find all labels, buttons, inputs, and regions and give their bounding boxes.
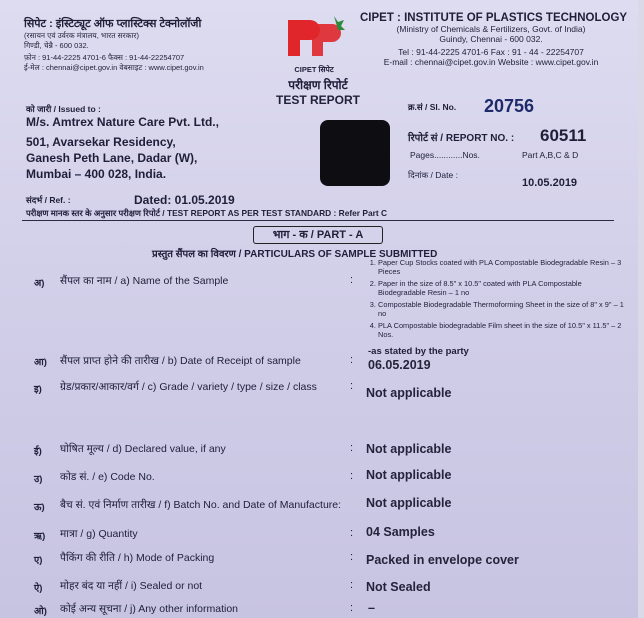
header-right-phone: Tel : 91-44-2225 4701-6 Fax : 91 - 44 - 22254707 bbox=[398, 47, 584, 57]
row-value: Packed in envelope cover bbox=[366, 553, 519, 567]
row-label: बैच सं. एवं निर्माण तारीख / f) Batch No. and Date of Manufacture: bbox=[60, 499, 342, 511]
pages-value: Part A,B,C & D bbox=[522, 150, 579, 160]
header-right-ministry: (Ministry of Chemicals & Fertilizers, Govt. of India) bbox=[396, 24, 586, 34]
part-a-label: भाग - क / PART - A bbox=[253, 226, 383, 244]
header-left-ministry: (रसायन एवं उर्वरक मंत्रालय, भारत सरकार) bbox=[24, 31, 139, 40]
logo-caption: CIPET सिपेट bbox=[294, 65, 334, 74]
list-item: 4. PLA Compostable biodegradable Film sheet in the size of 10.5" x 11.5" – 2 Nos. bbox=[378, 321, 628, 339]
row-colon: : bbox=[350, 579, 354, 591]
row-colon: : bbox=[350, 442, 354, 454]
row-value: 06.05.2019 bbox=[368, 358, 431, 372]
issued-company: M/s. Amtrex Nature Care Pvt. Ltd., bbox=[26, 115, 219, 129]
date-value: 10.05.2019 bbox=[522, 177, 578, 189]
report-heading bbox=[272, 76, 364, 107]
row-colon: : bbox=[350, 470, 354, 482]
issued-address-line1: 501, Avarsekar Residency, bbox=[26, 135, 176, 149]
row-value: – bbox=[368, 601, 375, 615]
report-number-label: रिपोर्ट सं / REPORT NO. : bbox=[408, 133, 515, 144]
row-label: घोषित मूल्य / d) Declared value, if any bbox=[60, 443, 226, 455]
header-left-city: गिण्डी, चेन्नै - 600 032. bbox=[24, 41, 89, 50]
row-index: ऋ) bbox=[34, 531, 46, 542]
redacted-stamp bbox=[320, 120, 390, 186]
row-label: कोई अन्य सूचना / j) Any other information bbox=[60, 603, 239, 615]
row-index: ऊ) bbox=[34, 502, 45, 513]
header-right-email: E-mail : chennai@cipet.gov.in Website : www.cipet.gov.in bbox=[383, 57, 599, 67]
row-colon: : bbox=[350, 274, 354, 286]
test-standard-line: परीक्षण मानक स्तर के अनुसार परीक्षण रिपोर्ट / TEST REPORT AS PER TEST STANDARD : Refer Part C bbox=[26, 208, 388, 218]
row-colon: : bbox=[350, 602, 354, 614]
list-item: 3. Compostable Biodegradable Thermoforming Sheet in the size of 8" x 9" – 1 no bbox=[378, 300, 628, 318]
issued-to-block bbox=[26, 104, 219, 181]
serial-number: 20756 bbox=[484, 96, 535, 116]
row-label: कोड सं. / e) Code No. bbox=[60, 471, 155, 483]
row-colon: : bbox=[350, 551, 354, 563]
header-right bbox=[360, 12, 628, 67]
header-left-title: सिपेट : इंस्टिट्यूट ऑफ प्लास्टिक्स टेक्नोलॉजी bbox=[24, 18, 202, 30]
row-index: ओ) bbox=[34, 606, 47, 617]
row-index: ई) bbox=[34, 446, 42, 457]
row-value: Not applicable bbox=[366, 496, 452, 510]
divider bbox=[22, 220, 614, 221]
issued-address-line3: Mumbai – 400 028, India. bbox=[26, 167, 167, 181]
row-label: सैंपल प्राप्त होने की तारीख / b) Date of Receipt of sample bbox=[60, 355, 301, 367]
list-item: 1. Paper Cup Stocks coated with PLA Compostable Biodegradable Resin – 3 Pieces bbox=[378, 258, 628, 276]
pages-label: Pages............Nos. bbox=[410, 150, 480, 160]
receipt-note: -as stated by the party bbox=[368, 346, 469, 357]
row-value: Not applicable bbox=[366, 468, 452, 482]
ref-dated: Dated: 01.05.2019 bbox=[134, 193, 235, 207]
report-heading-english: TEST REPORT bbox=[275, 93, 360, 107]
serial-label: क्र.सं / Sl. No. bbox=[408, 102, 457, 112]
row-colon: : bbox=[350, 380, 354, 392]
header-right-title: CIPET : INSTITUTE OF PLASTICS TECHNOLOGY bbox=[360, 12, 628, 24]
row-label: सैंपल का नाम / a) Name of the Sample bbox=[60, 275, 229, 287]
ref-label: संदर्भ / Ref. : bbox=[26, 195, 71, 205]
list-item: 2. Paper in the size of 8.5" x 10.5" coated with PLA Compostable Biodegradable Resin – 1 no bbox=[378, 279, 628, 297]
report-number: 60511 bbox=[540, 126, 587, 145]
header-right-city: Guindy, Chennai - 600 032. bbox=[439, 34, 543, 44]
header-left bbox=[24, 16, 274, 73]
row-index: इ) bbox=[34, 384, 42, 395]
row-index: आ) bbox=[34, 357, 47, 368]
issued-address-line2: Ganesh Peth Lane, Dadar (W), bbox=[26, 151, 198, 165]
row-value: Not applicable bbox=[366, 442, 452, 456]
row-index: ऐ) bbox=[34, 583, 43, 594]
row-label: पैकिंग की रीति / h) Mode of Packing bbox=[60, 552, 215, 564]
row-value: 04 Samples bbox=[366, 525, 435, 539]
row-index: अ) bbox=[34, 278, 45, 289]
row-colon: : bbox=[350, 527, 354, 539]
cipet-logo bbox=[282, 14, 346, 76]
header-left-phone: फ़ोन : 91-44-2225 4701-6 फैक्स : 91-44-22254707 bbox=[24, 53, 185, 62]
sample-list bbox=[360, 258, 628, 342]
header-left-email: ई-मेल : chennai@cipet.gov.in वेबसाइट : www.cipet.gov.in bbox=[24, 63, 204, 72]
row-index: ए) bbox=[34, 555, 43, 566]
row-label: ग्रेड/प्रकार/आकार/वर्ग / c) Grade / variety / type / size / class bbox=[60, 381, 317, 393]
row-value: Not Sealed bbox=[366, 580, 431, 594]
row-index: उ) bbox=[34, 474, 43, 485]
row-colon: : bbox=[350, 354, 354, 366]
cipet-logo-icon bbox=[282, 14, 346, 60]
row-label: मात्रा / g) Quantity bbox=[60, 528, 138, 540]
date-label: दिनांक / Date : bbox=[408, 170, 458, 180]
row-label: मोहर बंद या नहीं / i) Sealed or not bbox=[60, 580, 203, 592]
particulars-title: प्रस्तुत सैंपल का विवरण / PARTICULARS OF SAMPLE SUBMITTED bbox=[152, 249, 438, 260]
row-value: Not applicable bbox=[366, 386, 452, 400]
issued-to-label: को जारी / Issued to : bbox=[26, 104, 101, 114]
report-heading-hindi: परीक्षण रिपोर्ट bbox=[288, 78, 348, 92]
